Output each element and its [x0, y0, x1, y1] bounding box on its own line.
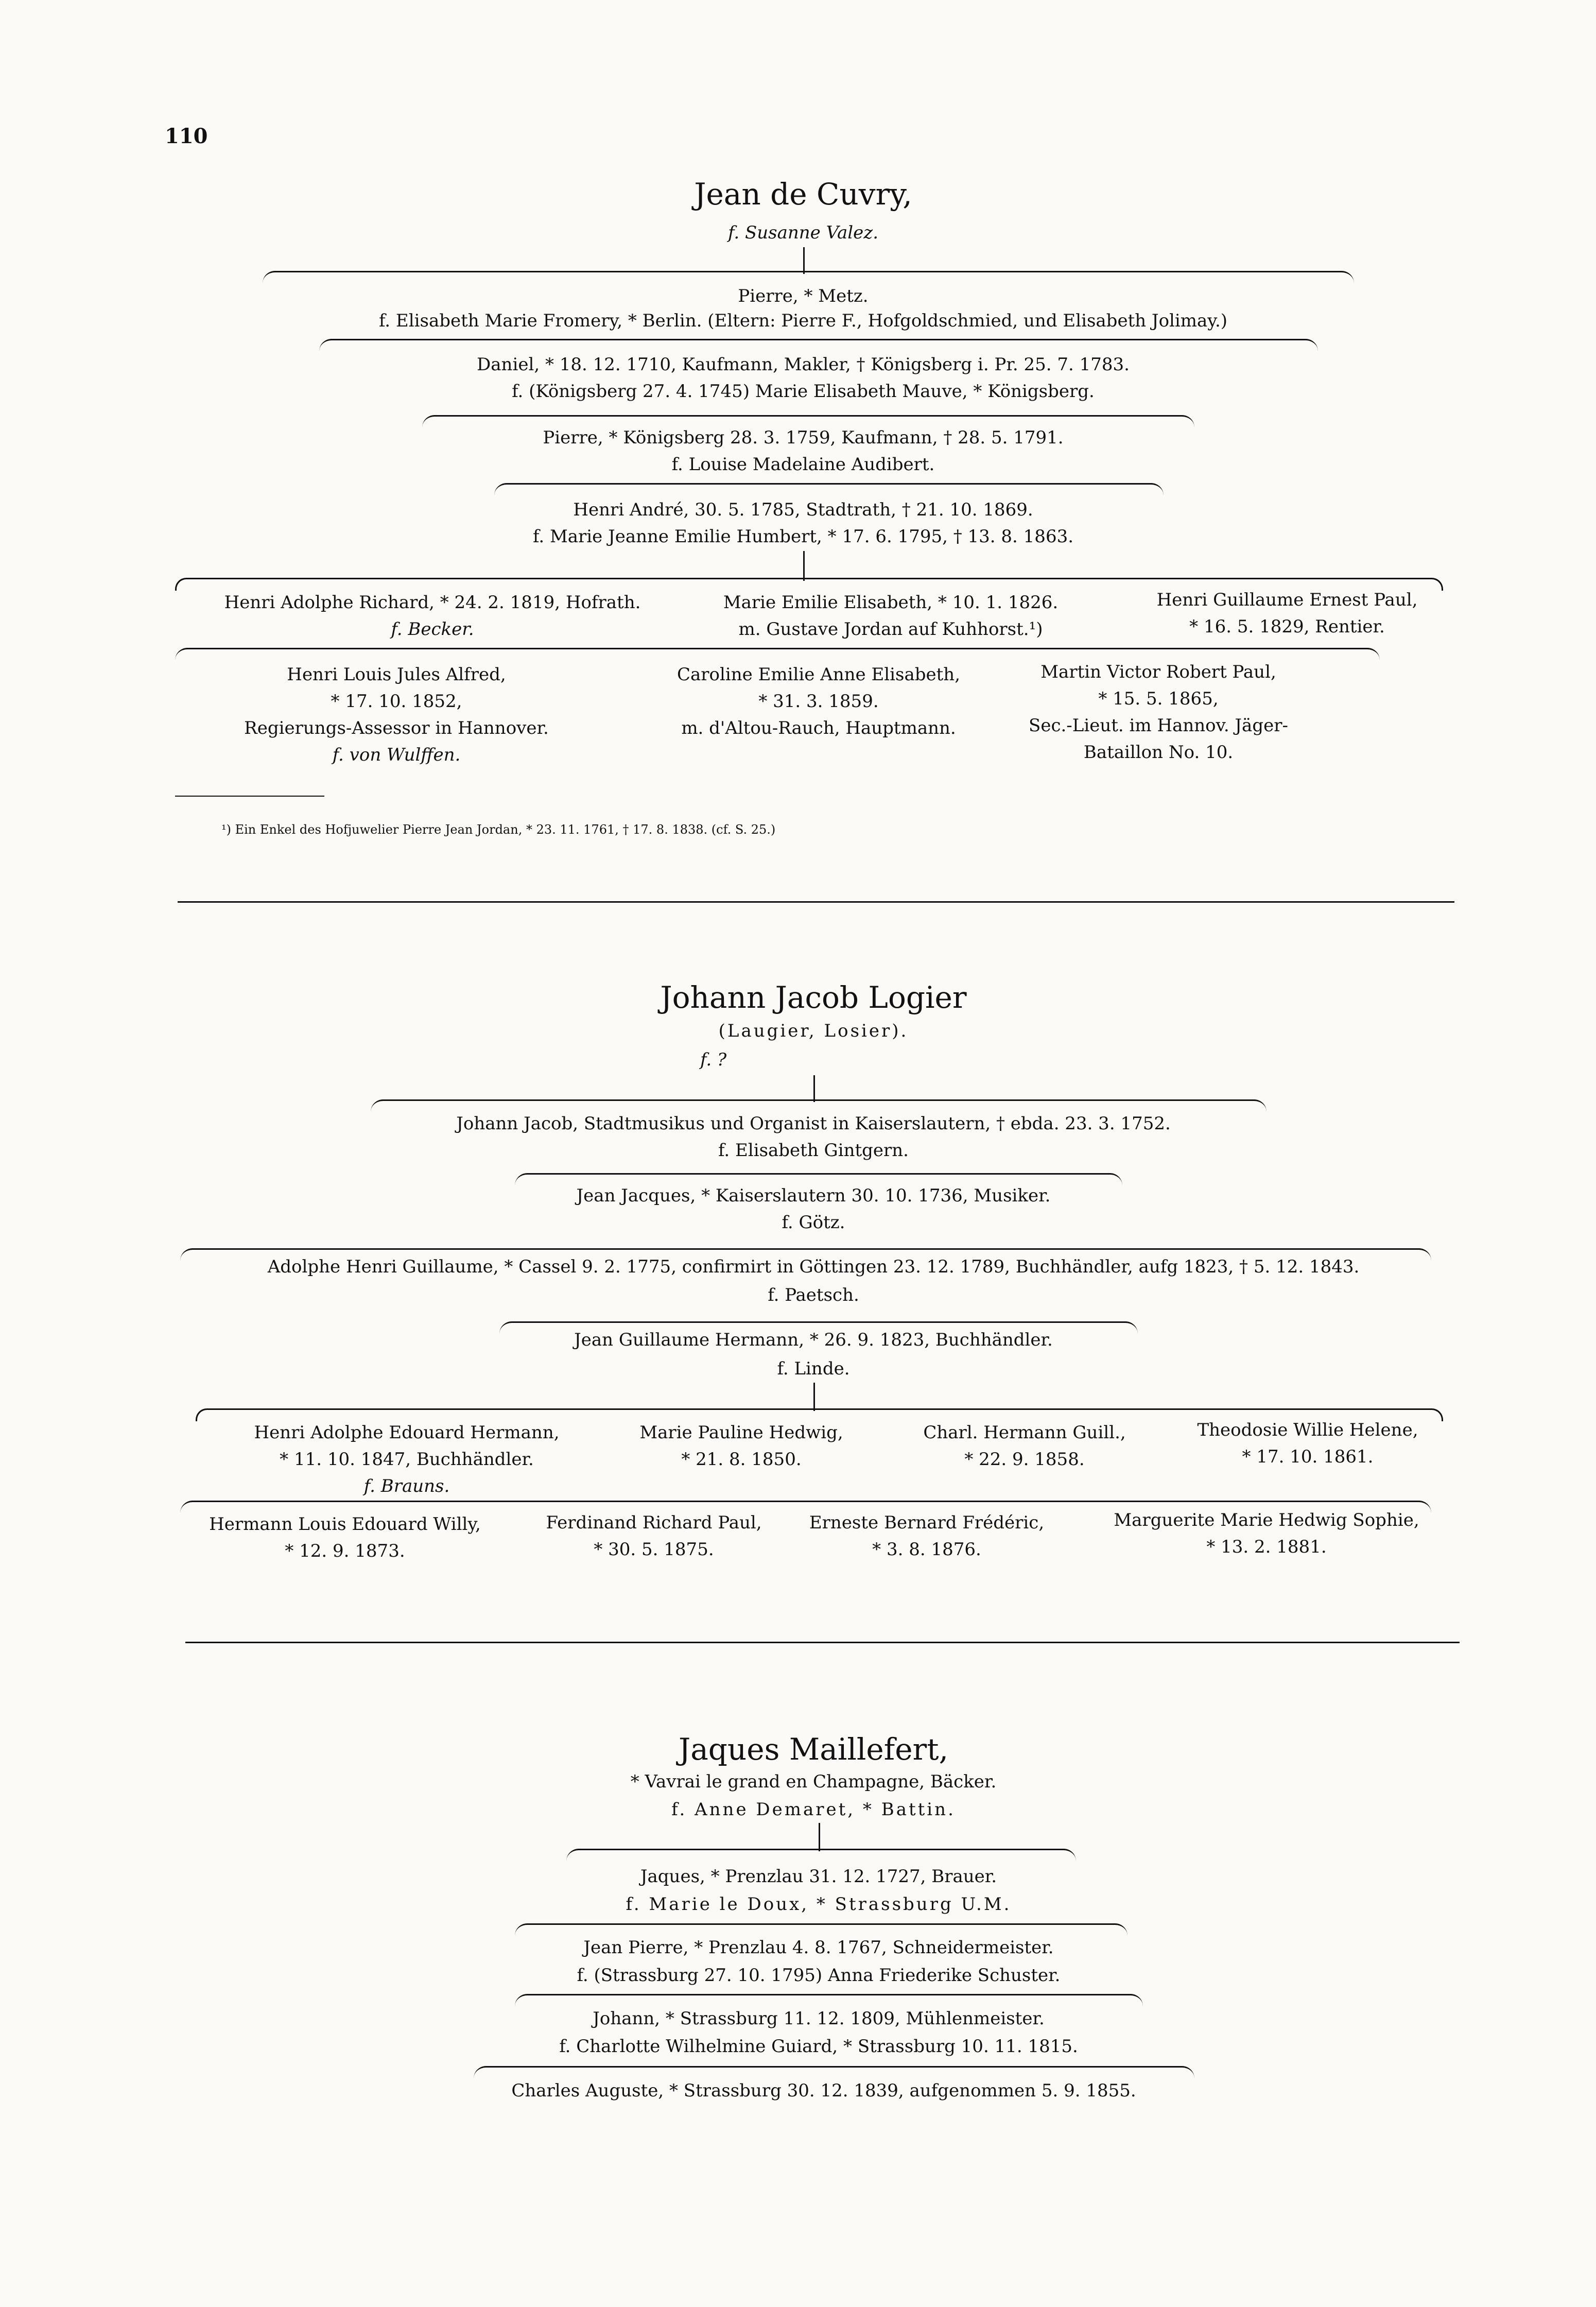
child2-line2: * 21. 8. 1850. — [681, 1449, 802, 1470]
gen3-line1: Pierre, * Königsberg 28. 3. 1759, Kaufmann, † 28. 5. 1791. — [543, 427, 1064, 448]
gen4-line1: Jean Guillaume Hermann, * 26. 9. 1823, Buchhändler. — [574, 1330, 1053, 1350]
generation-bracket — [263, 271, 1354, 284]
grandchild2-line2: * 30. 5. 1875. — [594, 1539, 714, 1560]
gen2-line2: f. (Strassburg 27. 10. 1795) Anna Friederike Schuster. — [577, 1965, 1061, 1986]
gen1-line1: Johann Jacob, Stadtmusikus und Organist in Kaiserslautern, † ebda. 23. 3. 1752. — [456, 1113, 1171, 1134]
generation-bracket-left — [175, 578, 805, 591]
grandchild3-line1: Martin Victor Robert Paul, — [1040, 662, 1276, 682]
footnote: ¹) Ein Enkel des Hofjuwelier Pierre Jean Jordan, * 23. 11. 1761, † 17. 8. 1838. (cf. S. 25.) — [221, 822, 776, 837]
child1-line2: * 11. 10. 1847, Buchhändler. — [280, 1449, 534, 1470]
child3-line1: Charl. Hermann Guill., — [923, 1422, 1126, 1443]
gen2-line1: Jean Jacques, * Kaiserslautern 30. 10. 1736, Musiker. — [576, 1185, 1051, 1206]
gen2-line1: Daniel, * 18. 12. 1710, Kaufmann, Makler, † Königsberg i. Pr. 25. 7. 1783. — [477, 354, 1130, 375]
generation-bracket-left — [196, 1408, 815, 1421]
connector — [803, 551, 805, 581]
child1-line3: f. Brauns. — [363, 1476, 450, 1496]
grandchild2-line1: Caroline Emilie Anne Elisabeth, — [676, 664, 961, 685]
gen1-line1: Pierre, * Metz. — [738, 286, 869, 306]
gen4-line1: Charles Auguste, * Strassburg 30. 12. 1839, aufgenommen 5. 9. 1855. — [511, 2080, 1136, 2101]
generation-bracket-right — [803, 578, 1443, 591]
grandchild1-line4: f. von Wulffen. — [332, 745, 461, 765]
grandchild3-line2: * 3. 8. 1876. — [872, 1539, 981, 1560]
grandchild2-line2: * 31. 3. 1859. — [758, 691, 879, 712]
family-title: Johann Jacob Logier — [660, 980, 967, 1015]
family-title: Jaques Maillefert, — [678, 1732, 949, 1767]
generation-bracket — [515, 1173, 1122, 1186]
gen3-line2: f. Louise Madelaine Audibert. — [671, 454, 935, 475]
grandchild3-line3: Sec.-Lieut. im Hannov. Jäger- — [1029, 715, 1288, 736]
grandchild3-line1: Erneste Bernard Frédéric, — [809, 1512, 1045, 1533]
gen3-line1: Adolphe Henri Guillaume, * Cassel 9. 2. 1775, confirmirt in Göttingen 23. 12. 1789, Buchhändler, aufg 1823, † 5. 12. 1843. — [267, 1256, 1360, 1277]
generation-bracket — [494, 483, 1164, 496]
gen3-line2: f. Paetsch. — [768, 1285, 859, 1305]
gen1-line1: Jaques, * Prenzlau 31. 12. 1727, Brauer. — [640, 1866, 997, 1887]
section-divider — [178, 901, 1454, 903]
grandchild1-line1: Hermann Louis Edouard Willy, — [209, 1514, 481, 1535]
grandchild1-line1: Henri Louis Jules Alfred, — [287, 664, 506, 685]
grandchild2-line1: Ferdinand Richard Paul, — [546, 1512, 762, 1533]
gen4-line1: Henri André, 30. 5. 1785, Stadtrath, † 21. 10. 1869. — [573, 500, 1033, 520]
grandchild1-line2: * 12. 9. 1873. — [285, 1541, 405, 1561]
connector — [803, 247, 805, 274]
connector — [813, 1075, 815, 1102]
child1-line1: Henri Adolphe Richard, * 24. 2. 1819, Hofrath. — [224, 592, 641, 613]
grandchild2-line3: m. d'Altou-Rauch, Hauptmann. — [681, 718, 956, 738]
child2-line1: Marie Emilie Elisabeth, * 10. 1. 1826. — [723, 592, 1059, 613]
child3-line1: Henri Guillaume Ernest Paul, — [1156, 590, 1418, 610]
child2-line2: m. Gustave Jordan auf Kuhhorst.¹) — [738, 619, 1043, 640]
generation-bracket — [175, 648, 1380, 661]
grandchild1-line2: * 17. 10. 1852, — [331, 691, 462, 712]
generation-bracket — [319, 339, 1318, 352]
child1-line2: f. Becker. — [391, 619, 474, 640]
generation-bracket — [515, 1994, 1143, 2007]
gen3-line1: Johann, * Strassburg 11. 12. 1809, Mühlenmeister. — [593, 2008, 1045, 2029]
family-origin: * Vavrai le grand en Champagne, Bäcker. — [630, 1771, 997, 1792]
generation-bracket — [566, 1849, 1076, 1862]
page-number: 110 — [165, 124, 208, 148]
family-title: Jean de Cuvry, — [694, 177, 912, 212]
generation-bracket — [371, 1099, 1267, 1112]
gen2-line1: Jean Pierre, * Prenzlau 4. 8. 1767, Schneidermeister. — [583, 1937, 1054, 1958]
grandchild3-line4: Bataillon No. 10. — [1083, 742, 1234, 763]
generation-bracket — [422, 415, 1194, 428]
connector — [819, 1823, 820, 1851]
gen4-line2: f. Linde. — [777, 1358, 850, 1379]
grandchild4-line1: Marguerite Marie Hedwig Sophie, — [1114, 1510, 1419, 1530]
family-spouse: f. Susanne Valez. — [727, 222, 879, 243]
generation-bracket — [515, 1923, 1127, 1936]
family-spouse: f. Anne Demaret, * Battin. — [671, 1799, 956, 1820]
grandchild4-line2: * 13. 2. 1881. — [1206, 1537, 1327, 1557]
footnote-rule — [175, 796, 324, 797]
child3-line2: * 22. 9. 1858. — [964, 1449, 1085, 1470]
gen3-line2: f. Charlotte Wilhelmine Guiard, * Strassburg 10. 11. 1815. — [559, 2036, 1078, 2057]
connector — [813, 1383, 815, 1411]
grandchild1-line3: Regierungs-Assessor in Hannover. — [244, 718, 549, 738]
gen2-line2: f. Götz. — [782, 1212, 845, 1233]
gen1-line2: f. Marie le Doux, * Strassburg U.M. — [626, 1894, 1012, 1915]
gen2-line2: f. (Königsberg 27. 4. 1745) Marie Elisabeth Mauve, * Königsberg. — [512, 381, 1095, 402]
generation-bracket — [474, 2066, 1194, 2079]
gen1-line2: f. Elisabeth Gintgern. — [718, 1140, 909, 1161]
child4-line1: Theodosie Willie Helene, — [1197, 1420, 1418, 1440]
gen1-line2: f. Elisabeth Marie Fromery, * Berlin. (Eltern: Pierre F., Hofgoldschmied, und Elisabeth Jolimay.) — [378, 311, 1228, 331]
child3-line2: * 16. 5. 1829, Rentier. — [1189, 616, 1385, 637]
child2-line1: Marie Pauline Hedwig, — [639, 1422, 843, 1443]
section-divider — [185, 1642, 1460, 1643]
gen4-line2: f. Marie Jeanne Emilie Humbert, * 17. 6. 1795, † 13. 8. 1863. — [532, 526, 1074, 547]
family-spouse: f. ? — [700, 1049, 727, 1070]
grandchild3-line2: * 15. 5. 1865, — [1098, 688, 1219, 709]
child4-line2: * 17. 10. 1861. — [1242, 1447, 1374, 1467]
family-subtitle: (Laugier, Losier). — [718, 1021, 909, 1041]
child1-line1: Henri Adolphe Edouard Hermann, — [254, 1422, 560, 1443]
